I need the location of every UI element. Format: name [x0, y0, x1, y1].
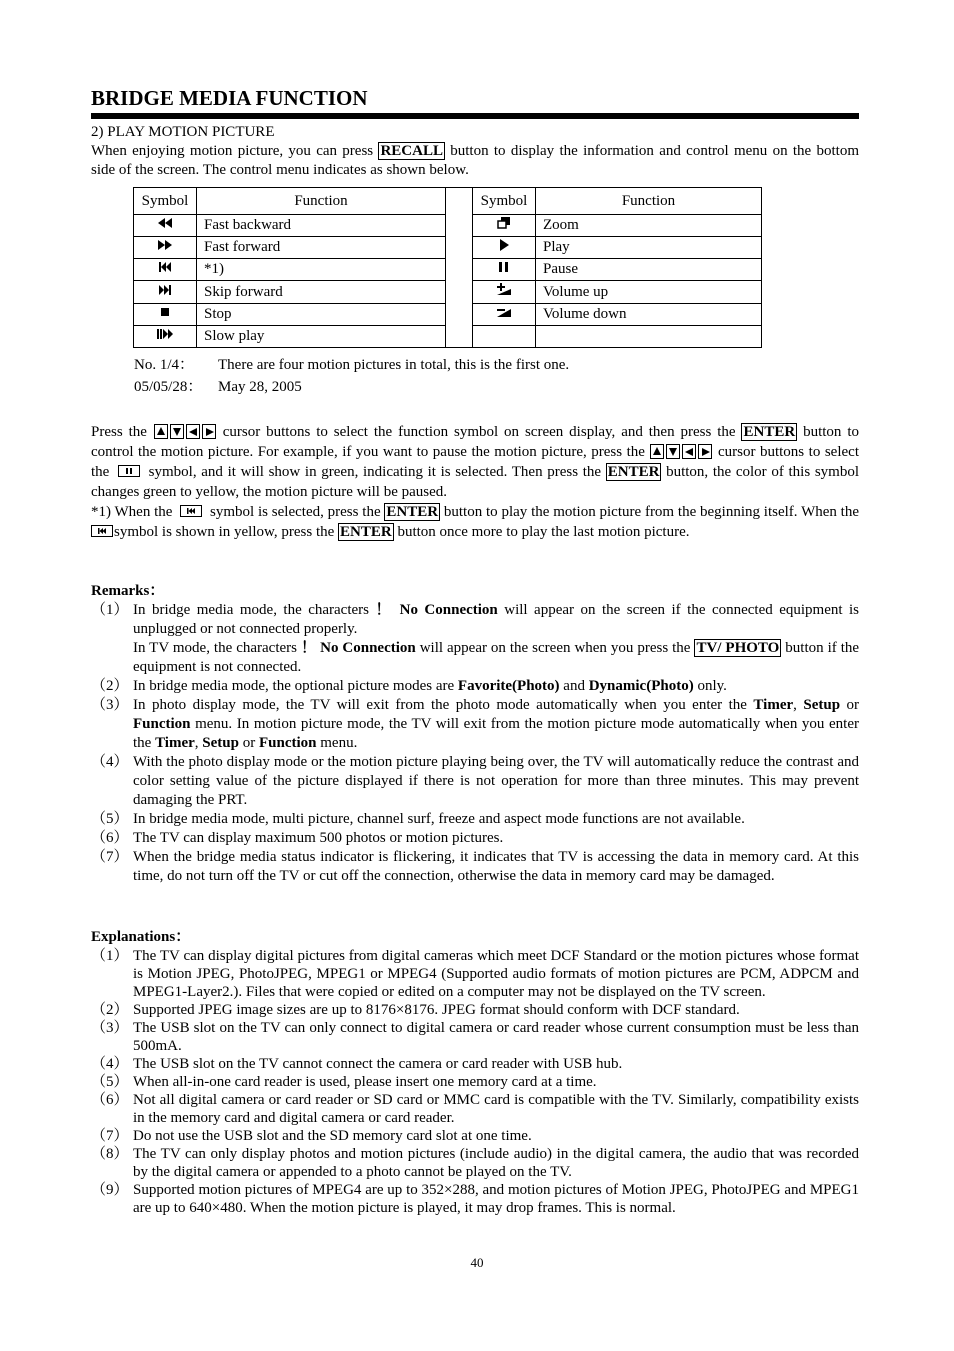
enter-button-label: ENTER	[743, 424, 796, 440]
item-number: （7）	[91, 849, 129, 865]
mode-name: Dynamic(Photo)	[588, 678, 694, 694]
table-gap	[446, 188, 473, 348]
text: In TV mode, the characters	[133, 640, 301, 656]
item-number: （2）	[91, 678, 129, 694]
remark-item	[91, 829, 859, 848]
header-function-2: Function	[536, 188, 762, 215]
pause-icon	[497, 260, 511, 274]
item-number: （5）	[91, 811, 129, 827]
control-symbol-table	[133, 187, 762, 348]
instruction-paragraph	[91, 422, 859, 502]
text: cursor buttons to select the function symbol on screen display, and then press the	[216, 424, 742, 440]
section-heading: 2) PLAY MOTION PICTURE	[91, 124, 275, 140]
remarks-heading: Remarks：	[91, 583, 165, 599]
down-arrow-key-icon	[666, 444, 680, 459]
text: Press the	[91, 424, 153, 440]
text: symbol is selected, press the	[206, 504, 385, 520]
text: The TV can display maximum 500 photos or motion pictures.	[133, 830, 504, 846]
note-date	[134, 378, 302, 397]
note-count	[134, 356, 569, 375]
recall-button-label: RECALL	[380, 143, 443, 159]
item-number: （4）	[91, 1056, 129, 1072]
item-number: （3）	[91, 1020, 129, 1036]
skip-backward-symbol-icon	[180, 505, 202, 517]
text: symbol, and it will show in green, indicating it is selected. Then press the	[144, 464, 606, 480]
function-skip-backward: *1)	[197, 259, 446, 281]
note-label: No. 1/4：	[134, 357, 195, 373]
text: Do not use the USB slot and the SD memory card slot at one time.	[133, 1128, 532, 1144]
text: button to play the motion picture from the beginning itself. When the	[440, 504, 860, 520]
volume-up-icon	[496, 281, 512, 297]
remark-item	[91, 696, 859, 753]
page-number: 40	[470, 1255, 484, 1270]
empty-symbol-cell	[473, 326, 536, 348]
text: The USB slot on the TV can only connect to digital camera or card reader whose current consumption must be less than 500mA.	[133, 1020, 859, 1054]
zoom-icon	[496, 216, 512, 230]
function-skip-forward: Skip forward	[197, 281, 446, 304]
explanation-item	[91, 947, 859, 1001]
text: menu. In motion picture mode, the TV will exit from the motion picture mode automatically when you enter the	[133, 716, 859, 751]
text: The USB slot on the TV cannot connect the camera or card reader with USB hub.	[133, 1056, 623, 1072]
text: In bridge media mode, the characters	[133, 602, 376, 618]
text: ,	[194, 735, 203, 751]
explanation-item	[91, 1127, 859, 1145]
explanation-item	[91, 1001, 859, 1019]
text: symbol is shown in yellow, press the	[114, 524, 339, 540]
enter-button-label: ENTER	[340, 524, 392, 540]
item-number: （5）	[91, 1074, 129, 1090]
instruction-footnote	[91, 502, 859, 542]
function-pause: Pause	[536, 259, 762, 281]
text: In bridge media mode, the optional picture modes are	[133, 678, 458, 694]
text: cursor buttons to select the	[91, 444, 859, 480]
enter-button-label: ENTER	[607, 464, 660, 480]
text: button to control the motion picture. For example, if you want to pause the motion picture, press the	[91, 424, 859, 460]
mode-name: Favorite(Photo)	[457, 678, 560, 694]
play-icon	[497, 238, 511, 252]
page-title: BRIDGE MEDIA FUNCTION	[91, 86, 368, 110]
function-slow-play: Slow play	[197, 326, 446, 348]
note-label: 05/05/28：	[134, 379, 203, 395]
function-volume-down: Volume down	[536, 304, 762, 326]
no-connection-text: ！ No Connection	[300, 640, 416, 656]
explanation-item	[91, 1073, 859, 1091]
text: button, the color of this symbol changes green to yellow, the motion picture will be paused.	[91, 464, 859, 500]
intro-paragraph	[91, 142, 859, 180]
text: menu.	[316, 735, 358, 751]
text: Supported motion pictures of MPEG4 are up to 352×288, and motion pictures of Motion JPEG, PhotoJPEG and MPEG1 are up to 640×480. When the motion picture is played, it may drop frames. This is normal.	[133, 1182, 859, 1216]
up-arrow-key-icon	[650, 444, 664, 459]
stop-icon	[159, 306, 171, 318]
text: The TV can display digital pictures from digital cameras which meet DCF Standard or the motion pictures whose format is Motion JPEG, PhotoJPEG, MPEG1 or MPEG4 (Supported audio formats of motion pictures are PCM, ADPCM and MPEG1-Layer2.). Files that were copied or edited on a computer may not be displayed on the TV screen.	[133, 948, 859, 1000]
explanation-item	[91, 1091, 859, 1127]
text: ,	[793, 697, 804, 713]
function-fast-backward: Fast backward	[197, 215, 446, 237]
intro-text: When enjoying motion picture, you can press	[91, 143, 379, 159]
skip-forward-icon	[158, 284, 172, 296]
note-text: There are four motion pictures in total, this is the first one.	[218, 357, 570, 373]
no-connection-text: ！ No Connection	[375, 602, 498, 618]
empty-function-cell	[536, 326, 762, 348]
text: or	[840, 697, 860, 713]
skip-backward-symbol-icon	[91, 525, 113, 537]
function-stop: Stop	[197, 304, 446, 326]
text: When the bridge media status indicator is flickering, it indicates that TV is accessing the data in memory card. At this time, do not turn off the TV or cut off the connection, otherwise the data in memory card may be damaged.	[133, 849, 859, 884]
function-play: Play	[536, 237, 762, 259]
text: *1) When the	[91, 504, 177, 520]
slow-play-icon	[156, 328, 174, 340]
text: With the photo display mode or the motion picture playing being over, the TV will automatically reduce the contrast and color setting value of the picture displayed if there is not operation for more than three minutes. This may prevent damaging the PRT.	[133, 754, 859, 808]
text: In photo display mode, the TV will exit from the photo mode automatically when you enter the	[133, 697, 754, 713]
note-text: May 28, 2005	[218, 379, 302, 395]
item-number: （3）	[91, 697, 129, 713]
text: will appear on the screen when you press the	[415, 640, 695, 656]
text: or	[238, 735, 259, 751]
text: Supported JPEG image sizes are up to 8176×8176. JPEG format should conform with DCF standard.	[133, 1002, 740, 1018]
fast-forward-icon	[157, 239, 173, 251]
item-number: （2）	[91, 1002, 129, 1018]
item-number: （6）	[91, 830, 129, 846]
text: button if the equipment is not connected.	[133, 640, 860, 675]
fast-backward-icon	[157, 217, 173, 229]
item-number: （7）	[91, 1128, 129, 1144]
header-symbol: Symbol	[134, 188, 197, 215]
remarks-section	[91, 582, 859, 886]
text: The TV can only display photos and motion pictures (include audio) in the digital camera, the audio that was recorded by the digital camera or appended to a photo cannot be played on the TV.	[133, 1146, 859, 1180]
remark-item	[91, 753, 859, 810]
remark-item	[91, 810, 859, 829]
page-content	[91, 86, 859, 180]
item-number: （6）	[91, 1092, 129, 1108]
text: and	[559, 678, 589, 694]
text: will appear on the screen if the connected equipment is unplugged or not connected properly.	[133, 602, 859, 637]
text: Not all digital camera or card reader or SD card or MMC card is compatible with the TV. Similarly, compatibility exists in the memory card and digital camera or card reader.	[133, 1092, 859, 1126]
title-rule	[91, 113, 859, 119]
volume-down-icon	[496, 305, 512, 319]
explanations-heading: Explanations：	[91, 929, 191, 945]
menu-name: Function	[133, 716, 191, 732]
menu-name: Timer	[753, 697, 794, 713]
explanation-item	[91, 1019, 859, 1055]
intro-text-rest: button to display the information and control menu on the bottom side of the screen. The control menu indicates as shown below.	[91, 143, 859, 178]
item-number: （8）	[91, 1146, 129, 1162]
function-zoom: Zoom	[536, 215, 762, 237]
explanation-item	[91, 1145, 859, 1181]
remark-item	[91, 848, 859, 886]
header-function: Function	[197, 188, 446, 215]
header-symbol-2: Symbol	[473, 188, 536, 215]
remark-item	[91, 677, 859, 696]
menu-name: Setup	[202, 735, 239, 751]
menu-name: Setup	[803, 697, 841, 713]
item-number: （9）	[91, 1182, 129, 1198]
enter-button-label: ENTER	[386, 504, 439, 520]
function-volume-up: Volume up	[536, 281, 762, 304]
text: When all-in-one card reader is used, please insert one memory card at a time.	[133, 1074, 597, 1090]
left-arrow-key-icon	[682, 444, 696, 459]
instruction-block	[91, 422, 859, 542]
menu-name: Function	[258, 735, 317, 751]
remark-item	[91, 601, 859, 677]
skip-backward-icon	[158, 261, 172, 273]
right-arrow-key-icon	[698, 444, 712, 459]
text: only.	[693, 678, 727, 694]
item-number: （4）	[91, 754, 129, 770]
explanations-section	[91, 928, 859, 1217]
right-arrow-key-icon	[202, 424, 216, 439]
text: button once more to play the last motion picture.	[393, 524, 690, 540]
explanation-item	[91, 1181, 859, 1217]
tv-photo-button-label: TV/ PHOTO	[696, 640, 780, 656]
explanation-item	[91, 1055, 859, 1073]
text: In bridge media mode, multi picture, channel surf, freeze and aspect mode functions are not available.	[133, 811, 745, 827]
down-arrow-key-icon	[170, 424, 184, 439]
menu-name: Timer	[155, 735, 195, 751]
left-arrow-key-icon	[186, 424, 200, 439]
function-fast-forward: Fast forward	[197, 237, 446, 259]
item-number: （1）	[91, 948, 129, 964]
up-arrow-key-icon	[154, 424, 168, 439]
item-number: （1）	[91, 602, 129, 618]
pause-symbol-icon	[118, 465, 140, 477]
